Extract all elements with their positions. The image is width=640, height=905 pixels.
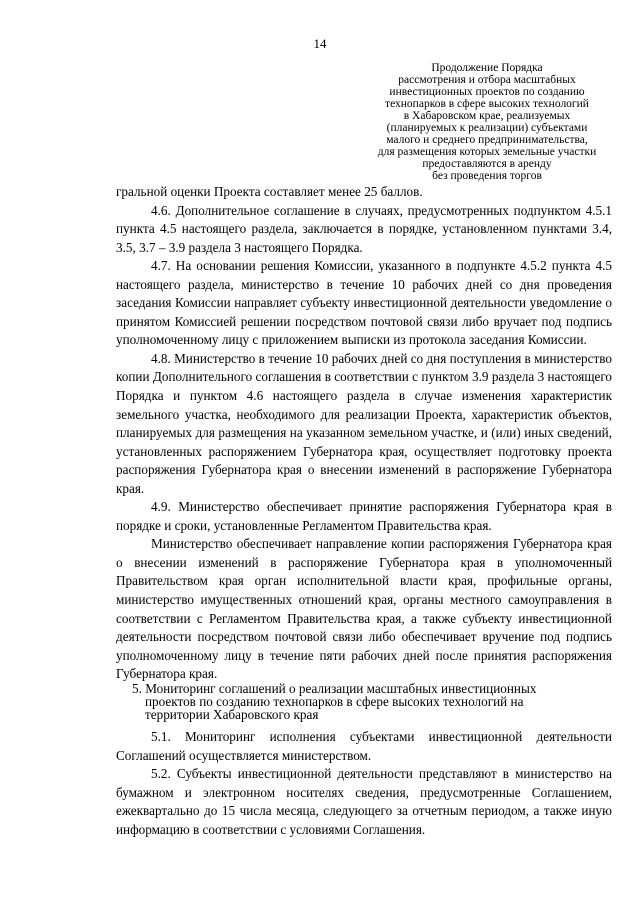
header-line: Продолжение Порядка [431,62,543,74]
section-heading-line: проектов по созданию технопарков в сфере высоких технологий на [145,694,524,709]
header-line: для размещения которых земельные участки [377,146,597,158]
paragraph-continuation: гральной оценки Проекта составляет менее 25 баллов. [116,184,423,199]
paragraph-5-2: 5.2. Субъекты инвестиционной деятельности представляют в министерство на бумажном и электронном носителях сведения, предусмотренные Соглашением, ежеквартально до 15 числа месяца, следующего за отчетным периодом, а также иную информацию в соответствии с условиями Соглашения. [116,766,612,837]
section-heading-line: 5. Мониторинг соглашений о реализации масштабных инвестиционных [132,681,537,696]
paragraph-4-8: 4.8. Министерство в течение 10 рабочих дней со дня поступления в министерство копии Дополнительного соглашения в соответствии с пунктом 3.9 раздела 3 настоящего Порядка и пунктом 4.6 настоящего раздела в случае изменения характеристик земельного участка, необходимого для реализации Проекта, характеристик объектов, планируемых для размещения на указанном земельном участке, и (или) иных сведений, установленных распоряжением Губернатора края, осуществляет подготовку проекта распоряжения Губернатора края о внесении изменений в распоряжение Губернатора края. [116,350,613,496]
header-line: предоставляются в аренду [422,158,552,170]
document-header-block [362,62,612,182]
paragraph-5-1: 5.1. Мониторинг исполнения субъектами инвестиционной деятельности Соглашений осуществляется министерством. [116,729,612,763]
paragraph-4-7: 4.7. На основании решения Комиссии, указанного в подпункте 4.5.2 пункта 4.5 настоящего раздела, министерство в течение 10 рабочих дней со дня проведения заседания Комиссии направляет субъекту инвестиционной деятельности уведомление о принятом Комиссией решении посредством почтовой связи либо вручает под подпись уполномоченному лицу с приложением выписки из протокола заседания Комиссии. [116,258,612,348]
paragraph-ministry-notice: Министерство обеспечивает направление копии распоряжения Губернатора края о внесении изменений в распоряжение Губернатора края в уполномоченный Правительством края орган исполнительной власти края, профильные органы, министерство имущественных отношений края, органы местного самоуправления в соответствии с Регламентом Правительства края, а также субъекту инвестиционной деятельности посредством почтовой связи либо обеспечивает вручение под подпись уполномоченному лицу в течение пяти рабочих дней после принятия распоряжения Губернатора края. [116,536,612,682]
section-heading-line: территории Хабаровского края [145,707,319,722]
section-5-heading [132,682,614,721]
header-line: малого и среднего предпринимательства, [386,134,588,146]
body-text-section-5 [116,728,612,839]
header-line: в Хабаровском крае, реализуемых [403,110,571,122]
header-line: рассмотрения и отбора масштабных [398,74,576,86]
paragraph-4-9: 4.9. Министерство обеспечивает принятие распоряжения Губернатора края в порядке и сроки, установленные Регламентом Правительства края. [116,499,612,533]
header-line: инвестиционных проектов по созданию [389,86,585,98]
paragraph-4-6: 4.6. Дополнительное соглашение в случаях, предусмотренных подпунктом 4.5.1 пункта 4.5 настоящего раздела, заключается в порядке, установленном пунктами 3.4, 3.5, 3.7 – 3.9 раздела 3 настоящего Порядка. [116,202,612,255]
header-line: технопарков в сфере высоких технологий [385,98,589,110]
header-line: без проведения торгов [432,170,542,182]
page-number: 14 [313,36,327,51]
header-line: (планируемых к реализации) субъектами [386,122,588,134]
body-text-section-4 [116,183,612,684]
